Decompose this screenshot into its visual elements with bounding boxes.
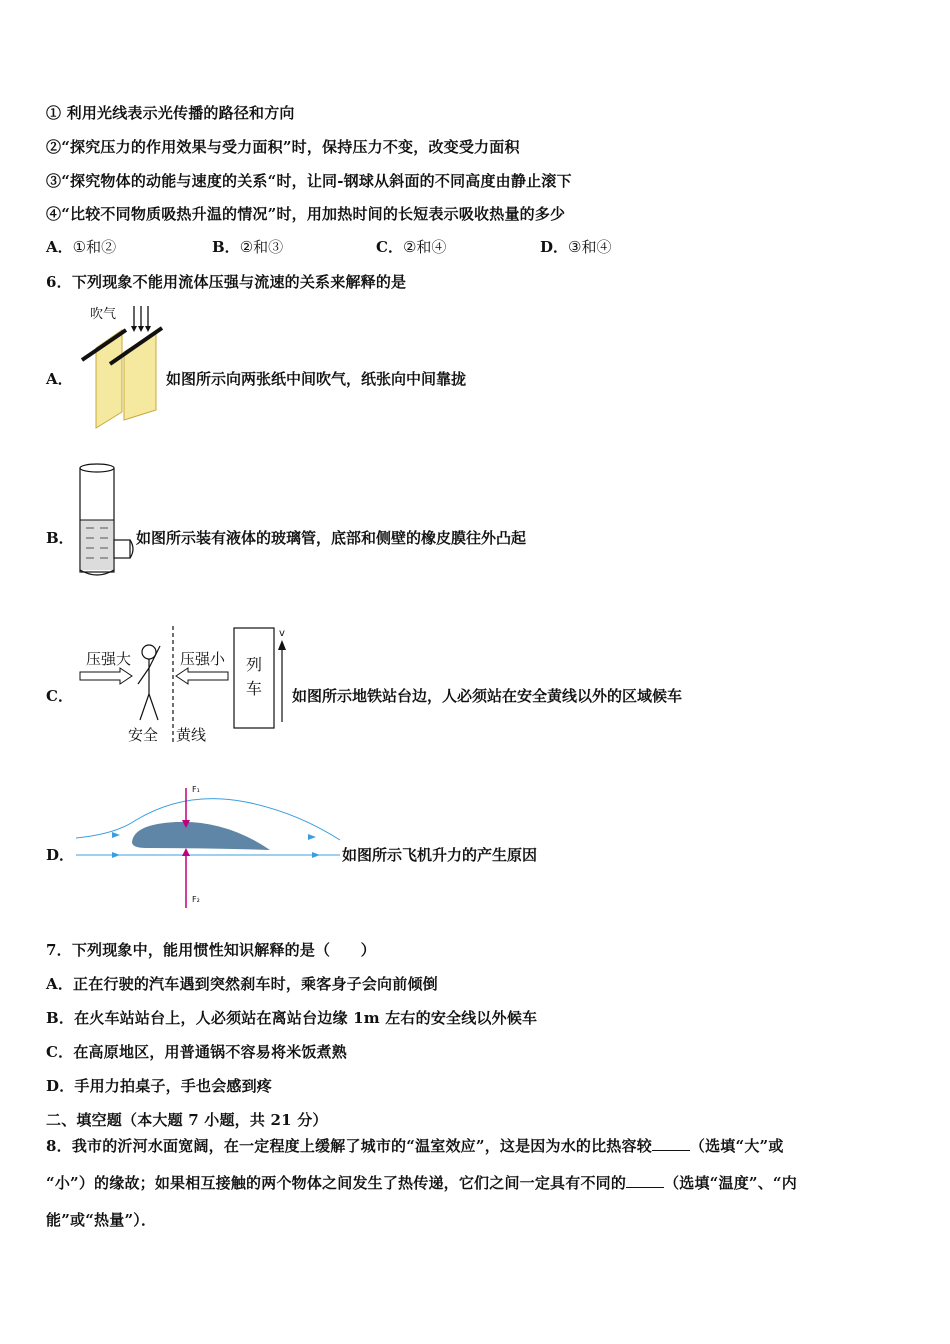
q6-option-c-text: 如图所示地铁站台边，人必须站在安全黄线以外的区域候车: [292, 687, 683, 705]
q6-option-b-text: 如图所示装有液体的玻璃管，底部和侧壁的橡皮膜往外凸起: [136, 529, 527, 547]
q6-option-c-label: C．: [46, 687, 73, 705]
q5-statement-4: ④“比较不同物质吸热升温的情况”时，用加热时间的长短表示吸收热量的多少: [46, 205, 566, 223]
fig-d-airfoil: [76, 780, 342, 910]
option-label: A．: [46, 238, 73, 256]
fig-c-train-char-2: 车: [246, 679, 263, 698]
option-text: ②和③: [239, 238, 284, 256]
q5-statement-1: ① 利用光线表示光传播的路径和方向: [46, 104, 295, 122]
q6-option-b-label: B．: [46, 529, 74, 547]
q7-option-c[interactable]: C．在高原地区，用普通锅不容易将米饭煮熟: [46, 1043, 347, 1061]
section-2-heading: 二、填空题（本大题 7 小题，共 21 分）: [46, 1111, 328, 1129]
option-text: ③和④: [568, 238, 612, 256]
fig-d-f1-label: F₁: [192, 785, 200, 794]
q8-text: 8．我市的沂河水面宽阔，在一定程度上缓解了城市的“温室效应”，这是因为水的比热容较: [46, 1137, 652, 1155]
option-label: D．: [540, 238, 569, 256]
fig-d-f2-label: F₂: [192, 895, 200, 904]
fig-c-high-pressure-label: 压强大: [86, 650, 132, 668]
q8-line-1: [46, 1135, 784, 1156]
q7-option-a[interactable]: A．正在行驶的汽车遇到突然刹车时，乘客身子会向前倾倒: [46, 975, 438, 993]
q8-line-2: [46, 1172, 797, 1193]
q8-blank-2[interactable]: [626, 1173, 664, 1188]
fig-c-safe-label: 安全: [128, 726, 159, 744]
fig-a-blow-label: 吹气: [90, 307, 117, 322]
q5-option-a[interactable]: [46, 236, 116, 257]
q5-statement-2: ②“探究压力的作用效果与受力面积”时，保持压力不变，改变受力面积: [46, 138, 520, 156]
q8-text: （选填“大”或: [689, 1137, 784, 1155]
q7-option-b[interactable]: B．在火车站站台上，人必须站在离站台边缘 1m 左右的安全线以外候车: [46, 1009, 538, 1027]
fig-c-low-pressure-label: 压强小: [180, 650, 226, 668]
q6-stem: 6．下列现象不能用流体压强与流速的关系来解释的是: [46, 273, 407, 291]
fig-c-subway-platform: [76, 624, 290, 748]
q6-option-d-label: D．: [46, 846, 75, 864]
q6-option-a-label: A．: [46, 370, 73, 388]
q8-blank-1[interactable]: [652, 1136, 690, 1151]
fig-c-velocity-label: v: [279, 628, 285, 639]
q5-option-c[interactable]: [376, 236, 446, 257]
option-label: B．: [212, 238, 240, 256]
fig-c-yellow-line-label: 黄线: [176, 726, 207, 744]
q8-text: “小”）的缘故；如果相互接触的两个物体之间发生了热传递，它们之间一定具有不同的: [46, 1174, 627, 1192]
fig-c-train-char-1: 列: [246, 655, 263, 674]
q5-option-d[interactable]: [540, 236, 611, 257]
q5-option-b[interactable]: [212, 236, 283, 257]
q5-statement-3: ③“探究物体的动能与速度的关系“时，让同-钢球从斜面的不同高度由静止滚下: [46, 172, 572, 190]
q8-line-3: 能”或“热量”）．: [46, 1211, 157, 1229]
q6-option-a-text: 如图所示向两张纸中间吹气，纸张向中间靠拢: [166, 370, 467, 388]
option-text: ②和④: [402, 238, 447, 256]
q8-text: （选填“温度”、“内: [664, 1174, 797, 1192]
q7-option-d[interactable]: D．手用力拍桌子，手也会感到疼: [46, 1077, 273, 1095]
fig-a-paper-illustration: [74, 302, 174, 434]
option-text: ①和②: [72, 238, 117, 256]
q6-option-d-text: 如图所示飞机升力的产生原因: [342, 846, 538, 864]
option-label: C．: [376, 238, 403, 256]
fig-b-glass-tube: [74, 462, 138, 582]
q7-stem: 7．下列现象中，能用惯性知识解释的是（ ）: [46, 941, 376, 959]
